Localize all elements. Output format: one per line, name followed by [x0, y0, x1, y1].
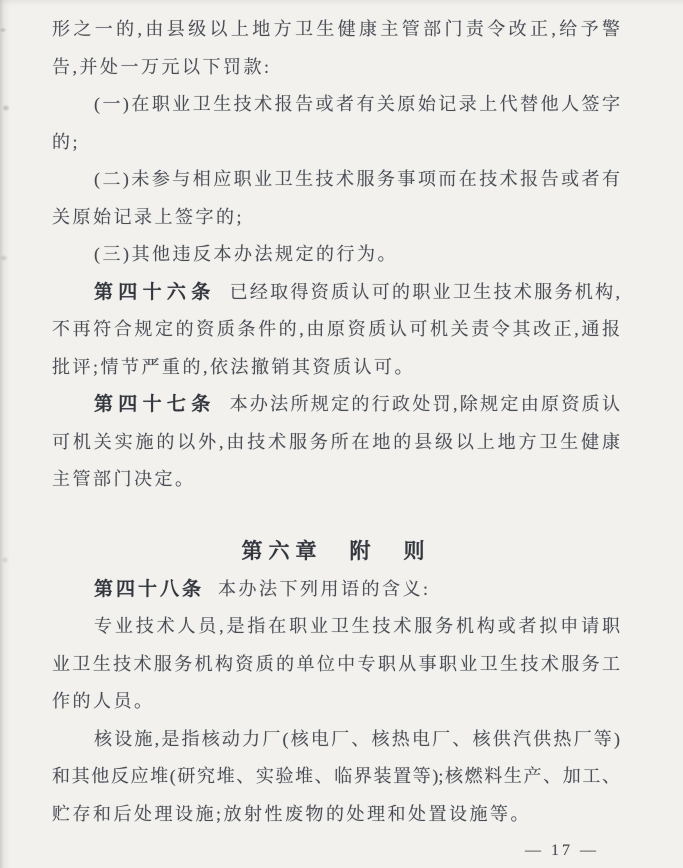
text-line: [52, 199, 620, 237]
line-text: 作的人员。: [52, 691, 155, 711]
article-number: 第四十七条: [94, 394, 216, 415]
chapter-heading: [52, 533, 620, 571]
line-text: 业卫生技术服务机构资质的单位中专职从事职业卫生技术服务工: [52, 653, 620, 674]
line-text: 的;: [52, 131, 81, 152]
article-line: [52, 274, 620, 312]
line-text: (三)其他违反本办法规定的行为。: [94, 244, 398, 264]
line-text: 不再符合规定的资质条件的,由原资质认可机关责令其改正,通报: [52, 319, 620, 339]
article-line: [52, 386, 620, 424]
text-line: [52, 11, 620, 49]
line-text: 贮存和后处理设施;放射性废物的处理和处置设施等。: [52, 803, 531, 824]
text-line: [52, 424, 620, 462]
article-number: 第四十八条: [94, 578, 205, 600]
text-line: [52, 49, 620, 87]
line-text: 核设施,是指核动力厂(核电厂、核热电厂、核供汽供热厂等): [94, 728, 620, 749]
scan-edge-artifact: [0, 0, 14, 868]
article-line: [52, 571, 620, 609]
chapter-title-text: 第六章 附 则: [241, 540, 431, 563]
line-text: 告,并处一万元以下罚款:: [52, 56, 272, 77]
text-line: [52, 161, 620, 199]
article-number: 第四十六条: [94, 281, 216, 303]
text-line: [52, 124, 620, 162]
line-text: 本办法所规定的行政处罚,除规定由原资质认: [229, 394, 620, 414]
line-text: 批评;情节严重的,依法撤销其资质认可。: [52, 356, 415, 377]
text-line: [52, 608, 620, 646]
line-text: 专业技术人员,是指在职业卫生技术服务机构或者拟申请职: [94, 616, 620, 636]
text-line: [52, 461, 620, 499]
line-text: (一)在职业卫生技术报告或者有关原始记录上代替他人签字: [94, 94, 620, 114]
text-line: [52, 683, 620, 721]
document-body: [52, 11, 620, 833]
text-line: [52, 86, 620, 124]
line-text: 主管部门决定。: [52, 469, 196, 489]
text-line: [52, 721, 620, 759]
line-text: 关原始记录上签字的;: [52, 206, 245, 227]
line-text: 本办法下列用语的含义:: [218, 578, 431, 599]
line-text: 已经取得资质认可的职业卫生技术服务机构,: [229, 281, 620, 302]
line-text: 形之一的,由县级以上地方卫生健康主管部门责令改正,给予警: [52, 19, 620, 39]
line-text: 可机关实施的以外,由技术服务所在地的县级以上地方卫生健康: [52, 431, 620, 452]
line-text: (二)未参与相应职业卫生技术服务事项而在技术报告或者有: [94, 169, 620, 189]
text-line: [52, 311, 620, 349]
text-line: [52, 646, 620, 684]
page-number: — 17 —: [525, 842, 599, 859]
line-text: 和其他反应堆(研究堆、实验堆、临界装置等);核燃料生产、加工、: [52, 766, 620, 786]
text-line: [52, 758, 620, 796]
text-line: [52, 236, 620, 274]
text-line: [52, 796, 620, 834]
text-line: [52, 349, 620, 387]
